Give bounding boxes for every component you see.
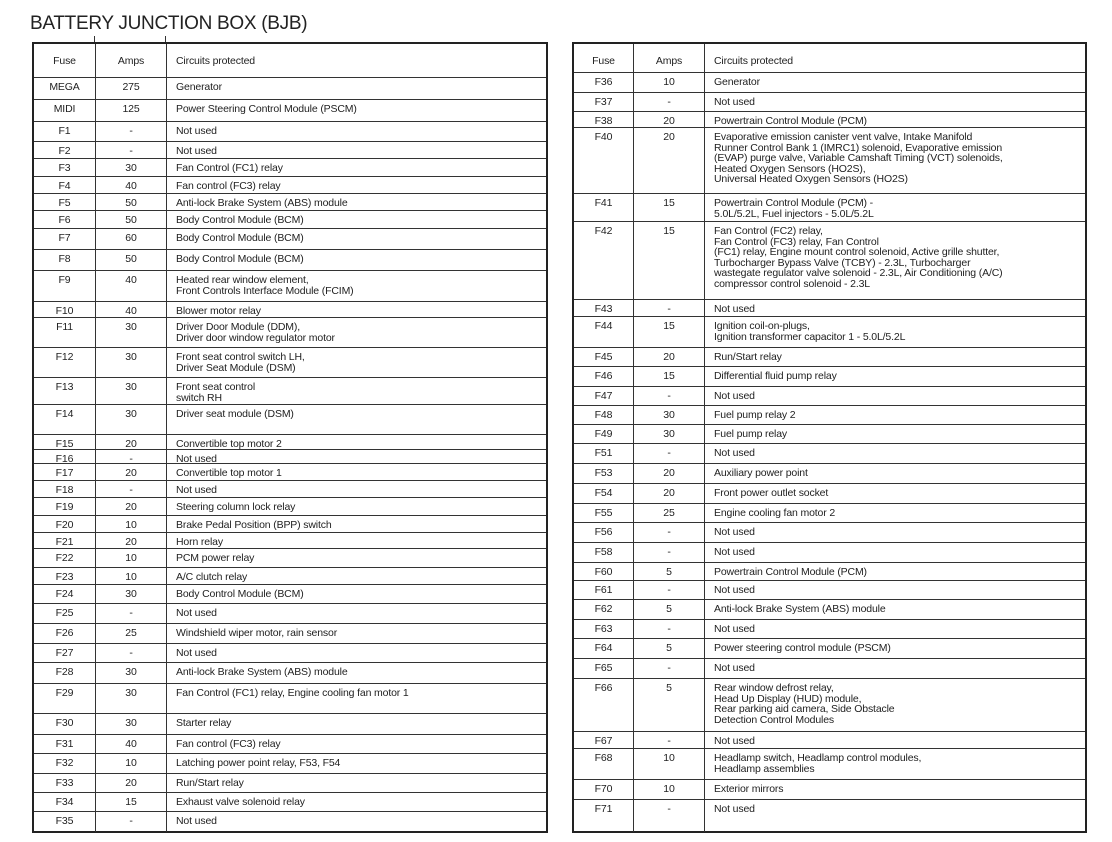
fuse-table-right [572,42,1087,833]
circuits-protected: Blower motor relay [176,305,261,317]
circuits-protected: Not used [176,484,217,496]
fuse-amps: - [634,387,705,405]
circuits-protected: A/C clutch relay [176,571,248,583]
circuits-protected: Auxiliary power point [714,467,808,479]
fuse-id: F20 [34,516,96,532]
circuits-protected: Generator [176,81,222,93]
circuits-protected: Anti-lock Brake System (ABS) module [176,197,348,209]
table-row [34,405,546,435]
fuse-id: F70 [574,780,634,799]
fuse-id: F28 [34,663,96,683]
circuits-protected: PCM power relay [176,552,255,564]
circuits-protected: Fan control (FC3) relay [176,738,281,750]
circuits-protected: Driver seat module (DSM) [176,408,294,420]
fuse-id: F47 [574,387,634,405]
fuse-amps: 50 [96,194,167,210]
table-row [34,302,546,318]
fuse-amps: - [634,620,705,638]
circuits-protected: Fan Control (FC2) relay, Fan Control (FC3) relay, Fan Control (FC1) relay, Engine mount control solenoid, Active grille shutter, Turbocharger Bypass Valve (TCBY) - 2.3L, Turbocharger wastegate regulator valve solenoid - 2.3L, Air Conditioning (A/C) compressor control solenoid - 2.3L [714,225,1003,290]
fuse-amps: - [634,581,705,599]
table-row [574,749,1085,780]
fuse-amps: 30 [96,318,167,347]
table-row [34,142,546,159]
fuse-amps: 40 [96,271,167,301]
table-row [574,464,1085,484]
table-row [34,194,546,211]
fuse-amps: 40 [96,177,167,193]
circuits-protected: Powertrain Control Module (PCM) - 5.0L/5.2L, Fuel injectors - 5.0L/5.2L [714,197,874,220]
fuse-id: F26 [34,624,96,643]
table-row [34,516,546,533]
fuse-amps: 10 [96,568,167,584]
circuits-protected: Ignition coil-on-plugs, Ignition transformer capacitor 1 - 5.0L/5.2L [714,320,906,343]
fuse-amps: - [634,659,705,678]
page-title: BATTERY JUNCTION BOX (BJB) [30,13,308,34]
circuits-protected: Run/Start relay [714,351,782,363]
fuse-id: F68 [574,749,634,779]
fuse-id: F55 [574,504,634,522]
fuse-id: F32 [34,754,96,773]
fuse-id: F33 [34,774,96,792]
circuits-protected: Front power outlet socket [714,487,829,499]
fuse-amps: - [96,644,167,662]
table-row [34,754,546,774]
fuse-amps: - [96,450,167,463]
fuse-id: F6 [34,211,96,228]
fuse-id: F13 [34,378,96,404]
table-row [574,639,1085,659]
fuse-id: F31 [34,735,96,753]
circuits-protected: Not used [176,145,217,157]
fuse-id: F12 [34,348,96,377]
fuse-id: F67 [574,732,634,748]
fuse-id: F45 [574,348,634,366]
table-row [574,425,1085,444]
fuse-amps: 25 [96,624,167,643]
fuse-id: F18 [34,481,96,497]
fuse-id: F49 [574,425,634,443]
fuse-id: F46 [574,367,634,386]
circuits-protected: Not used [714,623,755,635]
fuse-amps: - [634,93,705,111]
fuse-amps: 5 [634,679,705,731]
circuits-protected: Powertrain Control Module (PCM) [714,115,867,127]
fuse-amps: 20 [96,498,167,515]
table-row [574,387,1085,406]
fuse-amps: 20 [96,464,167,480]
circuits-protected: Anti-lock Brake System (ABS) module [176,666,348,678]
table-row [34,549,546,568]
fuse-amps: 30 [96,585,167,603]
fuse-amps: 5 [634,600,705,619]
circuits-protected: Latching power point relay, F53, F54 [176,757,341,769]
fuse-amps: - [634,543,705,562]
fuse-id: F64 [574,639,634,658]
fuse-id: F16 [34,450,96,463]
table-header [34,44,546,78]
fuse-amps: 275 [96,78,167,99]
fuse-id: F27 [34,644,96,662]
fuse-amps: 20 [96,435,167,449]
fuse-amps: - [634,523,705,542]
fuse-amps: 30 [96,684,167,713]
table-row [34,229,546,250]
table-header [574,44,1085,73]
table-row [34,498,546,516]
table-row [34,533,546,549]
circuits-protected: Exterior mirrors [714,783,784,795]
fuse-amps: 25 [634,504,705,522]
circuits-protected: Front seat control switch RH [176,381,256,404]
fuse-amps: 20 [96,533,167,548]
fuse-id: F5 [34,194,96,210]
fuse-amps: 30 [96,348,167,377]
fuse-amps: 5 [634,639,705,658]
circuits-protected: Not used [714,584,755,596]
fuse-id: F34 [34,793,96,811]
fuse-amps: 10 [634,73,705,92]
fuse-amps: 10 [96,549,167,567]
fuse-amps: 30 [96,663,167,683]
circuits-protected: Not used [176,647,217,659]
table-row [574,523,1085,543]
circuits-protected: Horn relay [176,536,223,548]
circuits-protected: Body Control Module (BCM) [176,232,304,244]
circuits-protected: Not used [714,447,755,459]
table-row [574,406,1085,425]
fuse-id: F53 [574,464,634,483]
fuse-amps: 125 [96,100,167,121]
table-row [34,812,546,832]
circuits-protected: Power steering control module (PSCM) [714,642,891,654]
circuits-protected: Not used [714,390,755,402]
table-row [34,568,546,585]
table-row [34,644,546,663]
table-row [574,73,1085,93]
fuse-amps: - [96,604,167,623]
fuse-id: F4 [34,177,96,193]
circuits-protected: Anti-lock Brake System (ABS) module [714,603,886,615]
table-row [574,620,1085,639]
table-row [574,563,1085,581]
circuits-protected: Power Steering Control Module (PSCM) [176,103,357,115]
circuits-protected: Body Control Module (BCM) [176,214,304,226]
header-circuits: Circuits protected [176,55,255,67]
fuse-id: F58 [574,543,634,562]
fuse-amps: 10 [96,516,167,532]
table-row [34,271,546,302]
table-row [574,93,1085,112]
circuits-protected: Generator [714,76,760,88]
fuse-id: F9 [34,271,96,301]
table-row [34,714,546,735]
circuits-protected: Fuel pump relay [714,428,788,440]
fuse-amps: 15 [634,194,705,221]
fuse-id: F65 [574,659,634,678]
table-row [574,600,1085,620]
circuits-protected: Not used [714,803,755,815]
table-row [34,663,546,684]
table-row [574,112,1085,128]
circuits-protected: Windshield wiper motor, rain sensor [176,627,338,639]
table-row [34,793,546,812]
table-row [574,194,1085,222]
table-row [34,211,546,229]
fuse-amps: 15 [634,317,705,347]
fuse-id: F29 [34,684,96,713]
fuse-id: F22 [34,549,96,567]
circuits-protected: Front seat control switch LH, Driver Seat Module (DSM) [176,351,305,374]
fuse-amps: 50 [96,211,167,228]
fuse-id: F43 [574,300,634,316]
table-row [34,624,546,644]
table-row [574,504,1085,523]
fuse-id: F21 [34,533,96,548]
table-row [34,435,546,450]
fuse-amps: 60 [96,229,167,249]
fuse-amps: 30 [96,405,167,434]
circuits-protected: Steering column lock relay [176,501,296,513]
table-row [574,222,1085,300]
fuse-amps: 30 [96,378,167,404]
table-row [574,367,1085,387]
fuse-amps: - [96,481,167,497]
fuse-table-left [32,42,548,833]
fuse-id: F23 [34,568,96,584]
circuits-protected: Not used [714,662,755,674]
circuits-protected: Evaporative emission canister vent valve, Intake Manifold Runner Control Bank 1 (IMRC1) solenoid, Evaporative emission (EVAP) purge valve, Variable Camshaft Timing (VCT) solenoids, Heated Oxygen Sensors (HO2S), Universal Heated Oxygen Sensors (HO2S) [714,131,1003,185]
table-row [34,100,546,122]
fuse-amps: - [634,800,705,832]
fuse-id: F56 [574,523,634,542]
fuse-id: F48 [574,406,634,424]
table-row [34,78,546,100]
fuse-id: F30 [34,714,96,734]
circuits-protected: Driver Door Module (DDM), Driver door window regulator motor [176,321,335,344]
circuits-protected: Engine cooling fan motor 2 [714,507,836,519]
fuse-id: F11 [34,318,96,347]
fuse-amps: - [634,444,705,463]
circuits-protected: Convertible top motor 1 [176,467,282,479]
fuse-id: F54 [574,484,634,503]
table-row [34,684,546,714]
header-amps: Amps [634,44,705,72]
fuse-amps: 15 [96,793,167,811]
header-circuits: Circuits protected [714,55,793,67]
fuse-id: F38 [574,112,634,127]
table-row [34,464,546,481]
table-row [34,450,546,464]
circuits-protected: Convertible top motor 2 [176,438,282,450]
fuse-id: F71 [574,800,634,832]
fuse-id: F7 [34,229,96,249]
table-row [34,159,546,177]
fuse-id: MIDI [34,100,96,121]
fuse-amps: 30 [634,406,705,424]
table-row [34,122,546,142]
table-row [574,581,1085,600]
table-row [574,484,1085,504]
fuse-amps: 15 [634,222,705,299]
table-row [574,679,1085,732]
fuse-amps: - [96,122,167,141]
fuse-amps: - [96,812,167,832]
fuse-id: F2 [34,142,96,158]
header-fuse: Fuse [34,44,96,77]
fuse-id: F24 [34,585,96,603]
fuse-amps: 5 [634,563,705,580]
fuse-id: F37 [574,93,634,111]
fuse-id: F51 [574,444,634,463]
fuse-amps: 10 [634,780,705,799]
fuse-amps: 10 [634,749,705,779]
table-row [34,177,546,194]
circuits-protected: Body Control Module (BCM) [176,588,304,600]
circuits-protected: Not used [176,607,217,619]
fuse-id: F62 [574,600,634,619]
table-row [574,128,1085,194]
circuits-protected: Not used [176,453,217,465]
fuse-id: F17 [34,464,96,480]
table-row [34,774,546,793]
fuse-id: F63 [574,620,634,638]
table-row [574,659,1085,679]
circuits-protected: Starter relay [176,717,232,729]
table-row [34,585,546,604]
header-fuse: Fuse [574,44,634,72]
fuse-amps: 20 [634,128,705,193]
circuits-protected: Body Control Module (BCM) [176,253,304,265]
fuse-id: F3 [34,159,96,176]
fuse-id: F19 [34,498,96,515]
fuse-id: F25 [34,604,96,623]
fuse-id: F42 [574,222,634,299]
fuse-amps: - [634,732,705,748]
table-row [34,481,546,498]
fuse-id: F66 [574,679,634,731]
fuse-amps: - [96,142,167,158]
fuse-id: F15 [34,435,96,449]
fuse-id: F60 [574,563,634,580]
fuse-amps: 20 [634,348,705,366]
table-row [574,444,1085,464]
table-row [574,780,1085,800]
circuits-protected: Headlamp switch, Headlamp control modules, Headlamp assemblies [714,752,922,775]
circuits-protected: Not used [714,526,755,538]
fuse-amps: 40 [96,735,167,753]
table-row [574,543,1085,563]
fuse-id: F35 [34,812,96,832]
fuse-id: F44 [574,317,634,347]
table-row [34,604,546,624]
circuits-protected: Not used [176,815,217,827]
fuse-amps: 30 [96,159,167,176]
circuits-protected: Rear window defrost relay, Head Up Display (HUD) module, Rear parking aid camera, Side Obstacle Detection Control Modules [714,682,895,726]
table-row [34,318,546,348]
header-amps: Amps [96,44,167,77]
fuse-id: F36 [574,73,634,92]
fuse-amps: 30 [96,714,167,734]
fuse-id: F61 [574,581,634,599]
fuse-amps: 30 [634,425,705,443]
fuse-amps: 10 [96,754,167,773]
circuits-protected: Not used [714,96,755,108]
circuits-protected: Brake Pedal Position (BPP) switch [176,519,332,531]
fuse-amps: 40 [96,302,167,317]
table-row [34,250,546,271]
table-row [34,378,546,405]
table-row [574,300,1085,317]
fuse-id: F40 [574,128,634,193]
table-row [34,735,546,754]
circuits-protected: Not used [714,303,755,315]
table-row [574,732,1085,749]
circuits-protected: Run/Start relay [176,777,244,789]
table-row [574,800,1085,832]
fuse-amps: 20 [634,464,705,483]
fuse-amps: 50 [96,250,167,270]
circuits-protected: Differential fluid pump relay [714,370,837,382]
fuse-id: F14 [34,405,96,434]
circuits-protected: Fan control (FC3) relay [176,180,281,192]
fuse-id: MEGA [34,78,96,99]
fuse-amps: 20 [634,484,705,503]
fuse-amps: 20 [634,112,705,127]
fuse-amps: 20 [96,774,167,792]
fuse-id: F10 [34,302,96,317]
circuits-protected: Exhaust valve solenoid relay [176,796,305,808]
circuits-protected: Not used [714,735,755,747]
circuits-protected: Heated rear window element, Front Controls Interface Module (FCIM) [176,274,354,297]
table-row [34,348,546,378]
fuse-amps: - [634,300,705,316]
fuse-id: F41 [574,194,634,221]
fuse-id: F1 [34,122,96,141]
fuse-amps: 15 [634,367,705,386]
circuits-protected: Fuel pump relay 2 [714,409,796,421]
fuse-id: F8 [34,250,96,270]
circuits-protected: Not used [176,125,217,137]
table-row [574,317,1085,348]
circuits-protected: Fan Control (FC1) relay [176,162,283,174]
table-row [574,348,1085,367]
circuits-protected: Not used [714,546,755,558]
circuits-protected: Fan Control (FC1) relay, Engine cooling fan motor 1 [176,687,409,699]
circuits-protected: Powertrain Control Module (PCM) [714,566,867,578]
